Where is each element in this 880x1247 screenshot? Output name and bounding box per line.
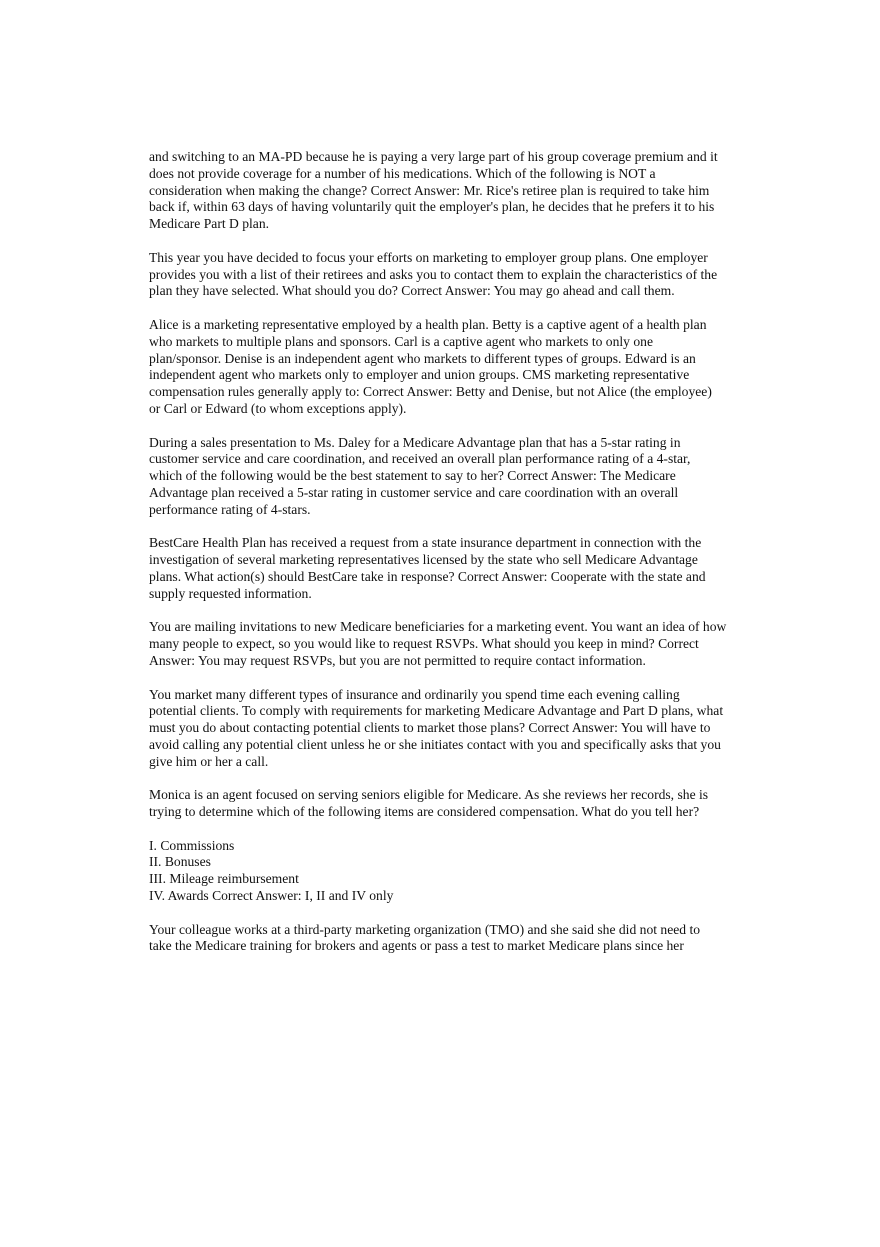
document-body: [149, 149, 734, 972]
paragraph-star-rating-question: During a sales presentation to Ms. Daley for a Medicare Advantage plan that has a 5-star rating in customer service and care coordination, and received an overall plan performance rating of a 4-star, which of the following would be the best statement to say to her? Correct Answer: The Medicare Advantage plan received a 5-star rating in customer service and care coordination with an overall performance rating of 4-stars.: [149, 434, 691, 517]
paragraph-rsvp-question: You are mailing invitations to new Medicare beneficiaries for a marketing event. You want an idea of how many people to expect, so you would like to request RSVPs. What should you keep in mind? Correct Answer: You may request RSVPs, but you are not permitted to require contact information.: [149, 619, 727, 668]
paragraph-compensation-rules-question: Alice is a marketing representative employed by a health plan. Betty is a captive agent of a health plan who markets to multiple plans and sponsors. Carl is a captive agent who markets to only one plan/sponsor. Denise is an independent agent who markets to different types of groups. Edward is an independent agent who markets only to employer and union groups. CMS marketing representative compensation rules generally apply to: Correct Answer: Betty and Denise, but not Alice (the employee) or Carl or Edward (to whom exceptions apply).: [149, 316, 712, 416]
paragraph-calling-clients-question: You market many different types of insurance and ordinarily you spend time each evening calling potential clients. To comply with requirements for marketing Medicare Advantage and Part D plans, what must you do about contacting potential clients to market those plans? Correct Answer: You will have to avoid calling any potential client unless he or she initiates contact with you and specifically asks that you give him or her a call.: [149, 686, 724, 769]
paragraph-compensation-list: I. Commissions II. Bonuses III. Mileage reimbursement IV. Awards Correct Answer: I, II and IV only: [149, 837, 394, 904]
paragraph-monica-question: Monica is an agent focused on serving seniors eligible for Medicare. As she reviews her records, she is trying to determine which of the following items are considered compensation. What do you tell her?: [149, 787, 709, 820]
paragraph-tmo-question: Your colleague works at a third-party marketing organization (TMO) and she said she did not need to take the Medicare training for brokers and agents or pass a test to market Medicare plans since her: [149, 921, 701, 954]
paragraph-bestcare-question: BestCare Health Plan has received a request from a state insurance department in connection with the investigation of several marketing representatives licensed by the state who sell Medicare Advantage plans. What action(s) should BestCare take in response? Correct Answer: Cooperate with the state and supply requested information.: [149, 535, 706, 601]
paragraph-employer-retirees-question: This year you have decided to focus your efforts on marketing to employer group plans. One employer provides you with a list of their retirees and asks you to contact them to explain the characteristics of the plan they have selected. What should you do? Correct Answer: You may go ahead and call them.: [149, 249, 718, 299]
paragraph-rice-mapd-question: and switching to an MA-PD because he is paying a very large part of his group coverage premium and it does not provide coverage for a number of his medications. Which of the following is NOT a consideration when making the change? Correct Answer: Mr. Rice's retiree plan is required to take him back if, within 63 days of having voluntarily quit the employer's plan, he decides that he prefers it to his Medicare Part D plan.: [149, 149, 718, 232]
